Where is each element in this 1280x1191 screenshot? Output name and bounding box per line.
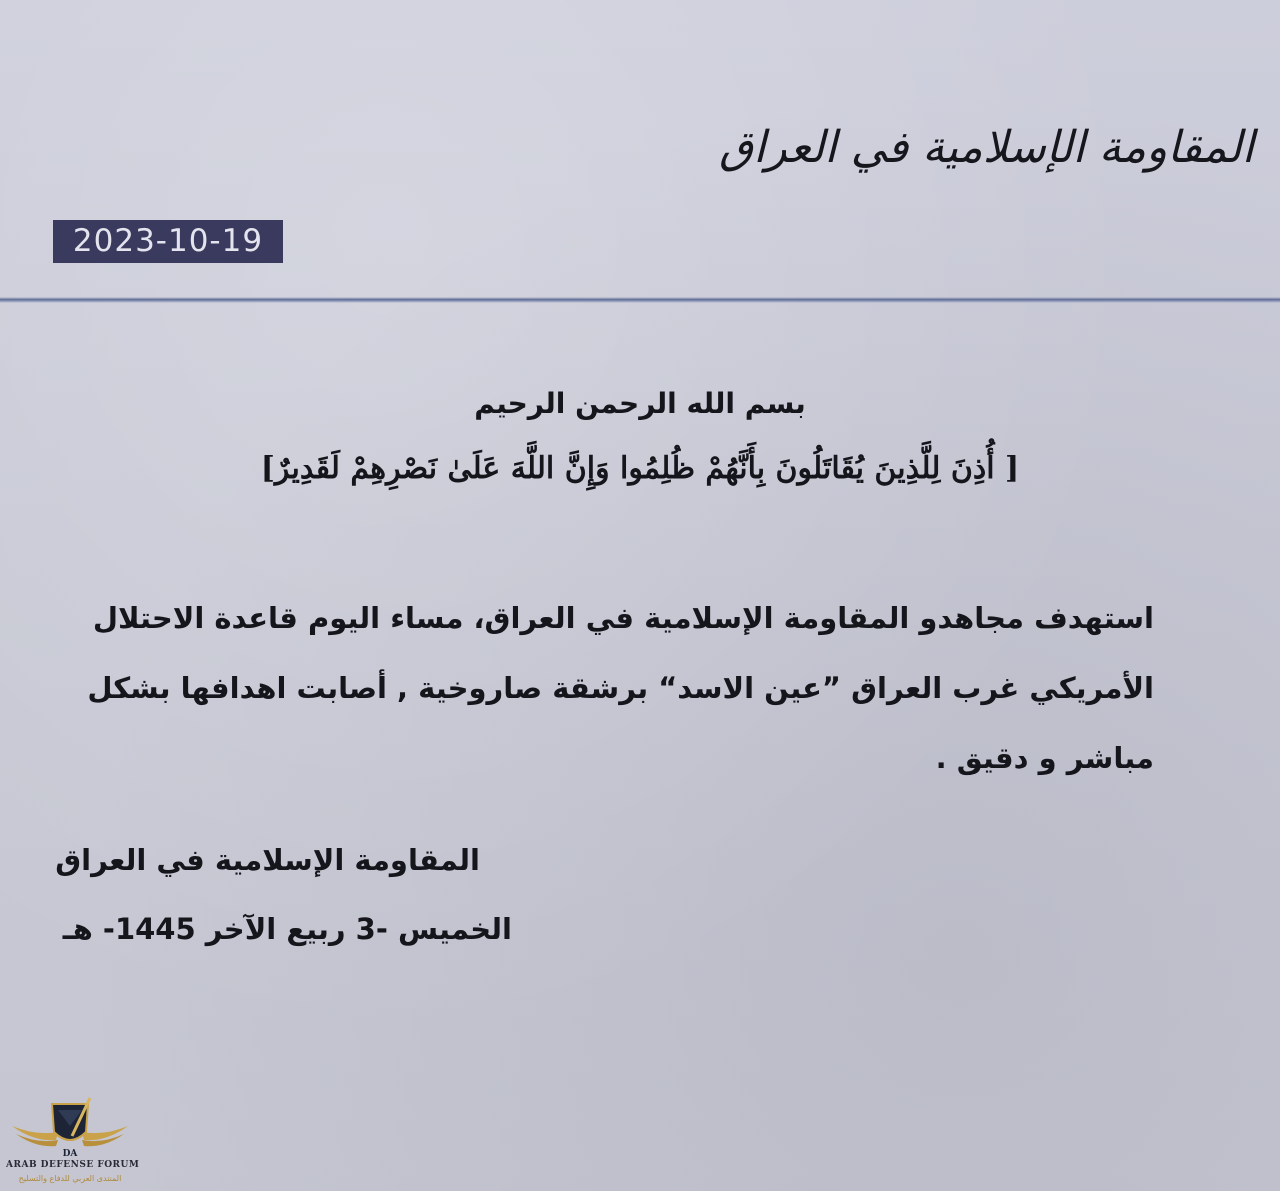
forum-emblem-icon [6,1096,134,1166]
basmala: بسم الله الرحمن الرحيم [474,387,806,420]
organization-logo: المقاومة الإسلامية في العراق [719,122,1254,173]
arab-defense-forum-watermark [6,1096,166,1188]
signature: المقاومة الإسلامية في العراق [55,843,480,877]
statement-line: مباشر و دقيق . [935,741,1154,775]
hijri-date: الخميس -3 ربيع الآخر 1445- هـ [62,912,512,946]
header-divider [0,297,1280,303]
date-badge: 2023-10-19 [53,220,283,263]
quran-verse: [ أُذِنَ لِلَّذِينَ يُقَاتَلُونَ بِأَنَّهُمْ ظُلِمُوا وَإِنَّ اللَّهَ عَلَىٰ نَصْرِهِمْ لَقَدِيرٌ] [260,451,1020,486]
watermark-subtitle: المنتدى العربي للدفاع والتسليح [18,1174,122,1183]
statement-body [87,583,1154,793]
statement-line: الأمريكي غرب العراق ”عين الاسد“ برشقة صاروخية , أصابت اهدافها بشكل [87,671,1154,705]
forum-monogram: DA [62,1149,78,1159]
statement-line: استهدف مجاهدو المقاومة الإسلامية في العراق، مساء اليوم قاعدة الاحتلال [92,601,1154,635]
watermark-title: ARAB DEFENSE FORUM [6,1160,140,1170]
